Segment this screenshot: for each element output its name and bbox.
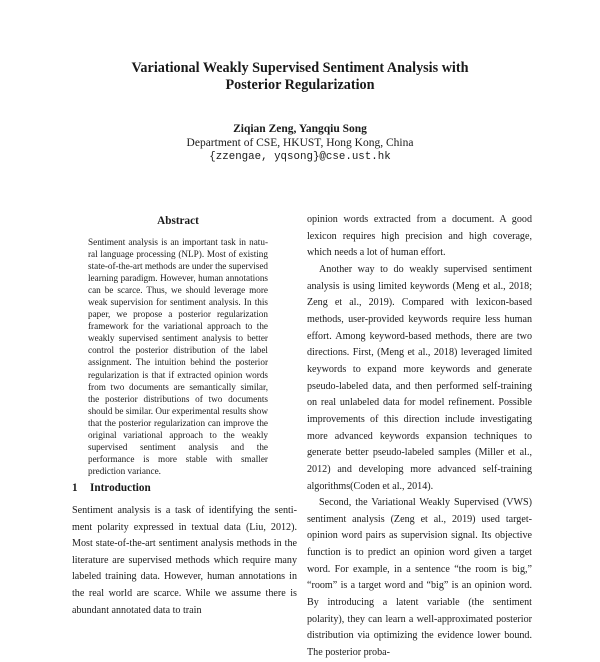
title-line-2: Posterior Regularization [225,77,375,93]
paragraph: Second, the Variational Weakly Supervised (VWS) sentiment analysis (Zeng et al., 2019) used target-opinion word pairs as supervision signal. Its objective function is to predict an opinion word given a target word. For example, in a sentence “the room is big,” “room” is a target word and “big” is an opinion word. By introducing a latent variable (the sentiment polarity), they can learn a well-approximated posterior distribution via optimizing the evidence lower bound. The posterior proba- [307,497,532,659]
paragraph: Another way to do weakly supervised sentiment analysis is using limited keywords (Meng et al., 2018; Zeng et al., 2019). Compared with lexicon-based methods, user-provided keywords require less human effort. Among keyword-based methods, there are two directions. First, (Meng et al., 2018) leveraged limited keywords to expand more keywords and generate pseudo-labeled data, and then performed self-training on real unlabeled data for model refinement. Possible improvements of this direction include investigating more advanced keywords expansion techniques to generate better pseudo-labeled samples (Miller et al., 2012) and developing more advanced self-training algorithms(Coden et al., 2014). [307,263,532,492]
title-line-1: Variational Weakly Supervised Sentiment Analysis with [131,60,469,76]
email: {zzengae, yqsong}@cse.ust.hk [209,151,391,163]
affiliation: Department of CSE, HKUST, Hong Kong, China [186,137,414,149]
paragraph: opinion words extracted from a document. A good lexicon requires high precision and high coverage, which needs a lot of human effort. [307,214,532,259]
abstract-text: Sentiment analysis is an important task in natural language processing (NLP). Most of existing state-of-the-art methods are under the supervised learning paradigm. However, human annotations can be scarce. Thus, we should leverage more weak supervision for sentiment analysis. In this paper, we propose a posterior regularization framework for the variational approach to the weakly supervised sentiment analysis to better control the posterior distribution of the label assignment. The intuition behind the posterior regularization is that if extracted opinion words from two documents are semantically similar, the posterior distributions of two documents should be similar. Our experimental results show that the posterior regularization can improve the original variational approach to the weakly supervised sentiment analysis and the performance is more stable with smaller prediction variance. [88,237,268,476]
abstract-heading: Abstract [157,215,199,227]
authors: Ziqian Zeng, Yangqiu Song [233,123,367,135]
intro-paragraph: Sentiment analysis is a task of identifying the sentiment polarity expressed in textual data (Liu, 2012). Most state-of-the-art sentiment analysis methods in the literature are supervised methods which require many labeled training data. However, human annotations in the real world are scarce. While we assume there is abundant annotated data to train [72,505,297,616]
right-column [307,212,532,662]
section-number: 1 [72,482,78,494]
section-heading-introduction [72,482,151,494]
paper-title [0,60,600,94]
section-title: Introduction [90,482,151,494]
left-column [72,503,297,619]
